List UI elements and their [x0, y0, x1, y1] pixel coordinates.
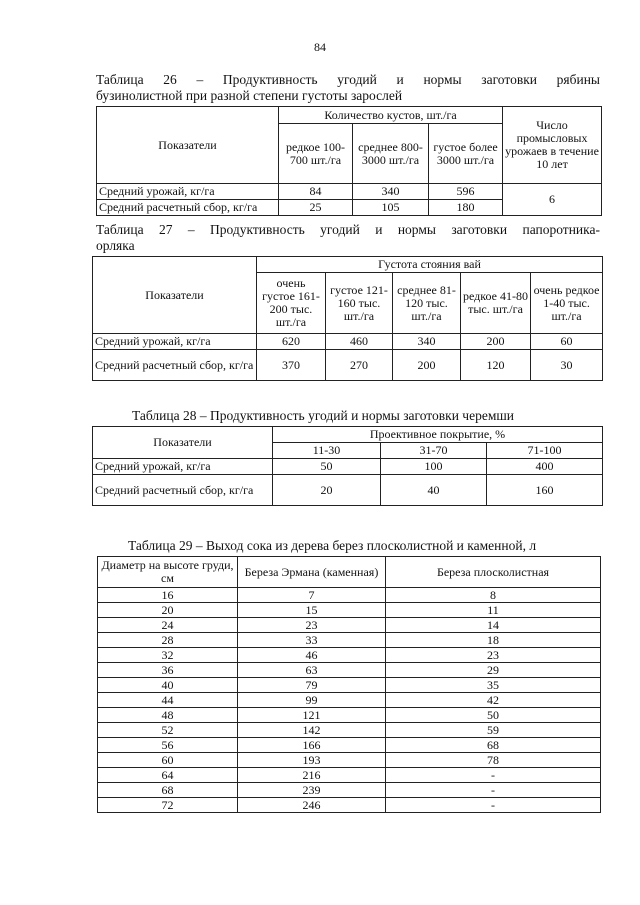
table27-col-header: очень редкое 1-40 тыс. шт./га	[531, 273, 603, 334]
table27-cell: 340	[393, 334, 461, 350]
table29-flatleaf-cell: 14	[386, 618, 601, 633]
table27-cell: 60	[531, 334, 603, 350]
table26	[96, 106, 602, 216]
table26-cell: 105	[353, 200, 429, 216]
table28-col-header: 71-100	[487, 443, 603, 459]
table29-diameter-cell: 64	[98, 768, 238, 783]
table27-cell: 30	[531, 350, 603, 381]
table28-row-label: Средний расчетный сбор, кг/га	[93, 475, 273, 506]
table28-cell: 20	[273, 475, 381, 506]
table29-erman-cell: 239	[238, 783, 386, 798]
table26-header-group: Количество кустов, шт./га	[279, 107, 503, 124]
table29-diameter-cell: 72	[98, 798, 238, 813]
table26-cell: 340	[353, 184, 429, 200]
table27-cell: 200	[461, 334, 531, 350]
table29-diameter-cell: 24	[98, 618, 238, 633]
table29-flatleaf-cell: -	[386, 768, 601, 783]
table29-diameter-cell: 36	[98, 663, 238, 678]
table27-row-label: Средний урожай, кг/га	[93, 334, 257, 350]
table29-flatleaf-cell: 8	[386, 588, 601, 603]
table27-col-header: среднее 81-120 тыс. шт./га	[393, 273, 461, 334]
table29-erman-cell: 63	[238, 663, 386, 678]
table26-caption-line1: Таблица 26 – Продуктивность угодий и нормы заготовки рябины	[96, 72, 600, 87]
table29-erman-cell: 79	[238, 678, 386, 693]
table28-cell: 400	[487, 459, 603, 475]
table27-col-header: густое 121-160 тыс. шт./га	[326, 273, 393, 334]
table29-flatleaf-cell: 59	[386, 723, 601, 738]
table29-row	[98, 783, 601, 798]
table29-flatleaf-cell: 68	[386, 738, 601, 753]
table29-row	[98, 588, 601, 603]
table29-diameter-cell: 52	[98, 723, 238, 738]
table27-header-group: Густота стояния вай	[257, 257, 603, 273]
table27	[92, 256, 603, 381]
table29-flatleaf-cell: 42	[386, 693, 601, 708]
table28-col-header: 11-30	[273, 443, 381, 459]
table29-erman-cell: 99	[238, 693, 386, 708]
table28-header-group: Проективное покрытие, %	[273, 427, 603, 443]
table29-diameter-cell: 68	[98, 783, 238, 798]
table29-row	[98, 738, 601, 753]
table26-yields-value: 6	[503, 184, 602, 216]
table29-row	[98, 798, 601, 813]
table29-row	[98, 603, 601, 618]
table29-header-diameter: Диаметр на высоте груди, см	[98, 557, 238, 588]
table27-row-label: Средний расчетный сбор, кг/га	[93, 350, 257, 381]
table29-flatleaf-cell: 29	[386, 663, 601, 678]
table29-erman-cell: 121	[238, 708, 386, 723]
table29-row	[98, 768, 601, 783]
table29-erman-cell: 246	[238, 798, 386, 813]
table29-erman-cell: 46	[238, 648, 386, 663]
table27-caption-line1: Таблица 27 – Продуктивность угодий и нормы заготовки папоротника-	[96, 222, 600, 237]
table29-row	[98, 648, 601, 663]
table26-caption-line2: бузинолистной при разной степени густоты зарослей	[96, 88, 403, 103]
table28-cell: 160	[487, 475, 603, 506]
table27-caption-line2: орляка	[96, 238, 135, 253]
table27-cell: 270	[326, 350, 393, 381]
table29-flatleaf-cell: 18	[386, 633, 601, 648]
table29-flatleaf-cell: 35	[386, 678, 601, 693]
table28-cell: 40	[381, 475, 487, 506]
table26-row-label: Средний урожай, кг/га	[97, 184, 279, 200]
page-number: 84	[314, 40, 326, 54]
table29-flatleaf-cell: 50	[386, 708, 601, 723]
table29-header-erman: Береза Эрмана (каменная)	[238, 557, 386, 588]
table27-cell: 200	[393, 350, 461, 381]
table29-erman-cell: 15	[238, 603, 386, 618]
table29-row	[98, 693, 601, 708]
table26-cell: 596	[429, 184, 503, 200]
table26-cell: 25	[279, 200, 353, 216]
table26-col-header: густое более 3000 шт./га	[429, 124, 503, 184]
table29-flatleaf-cell: -	[386, 798, 601, 813]
table29-diameter-cell: 32	[98, 648, 238, 663]
table29-header-flatleaf: Береза плосколистная	[386, 557, 601, 588]
table29-diameter-cell: 28	[98, 633, 238, 648]
table29-diameter-cell: 44	[98, 693, 238, 708]
table29	[97, 556, 601, 813]
table29-erman-cell: 142	[238, 723, 386, 738]
table26-col-header: редкое 100-700 шт./га	[279, 124, 353, 184]
table29-erman-cell: 33	[238, 633, 386, 648]
table29-erman-cell: 193	[238, 753, 386, 768]
table29-row	[98, 618, 601, 633]
table28	[92, 426, 603, 506]
table29-erman-cell: 7	[238, 588, 386, 603]
table29-row	[98, 678, 601, 693]
table29-row	[98, 753, 601, 768]
table27-cell: 370	[257, 350, 326, 381]
table29-diameter-cell: 48	[98, 708, 238, 723]
table27-cell: 620	[257, 334, 326, 350]
table29-diameter-cell: 56	[98, 738, 238, 753]
table28-cell: 100	[381, 459, 487, 475]
table28-row-label: Средний урожай, кг/га	[93, 459, 273, 475]
table27-col-header: очень густое 161-200 тыс. шт./га	[257, 273, 326, 334]
table29-flatleaf-cell: 78	[386, 753, 601, 768]
table29-erman-cell: 216	[238, 768, 386, 783]
table29-diameter-cell: 20	[98, 603, 238, 618]
table29-caption: Таблица 29 – Выход сока из дерева берез плосколистной и каменной, л	[128, 538, 537, 553]
table28-header-indicators: Показатели	[93, 427, 273, 459]
table26-cell: 84	[279, 184, 353, 200]
table29-diameter-cell: 60	[98, 753, 238, 768]
table28-cell: 50	[273, 459, 381, 475]
table29-row	[98, 633, 601, 648]
table26-row-label: Средний расчетный сбор, кг/га	[97, 200, 279, 216]
table26-cell: 180	[429, 200, 503, 216]
table29-flatleaf-cell: 11	[386, 603, 601, 618]
table29-erman-cell: 23	[238, 618, 386, 633]
table26-col-header: среднее 800-3000 шт./га	[353, 124, 429, 184]
table26-header-indicators: Показатели	[97, 107, 279, 184]
table28-col-header: 31-70	[381, 443, 487, 459]
table29-flatleaf-cell: 23	[386, 648, 601, 663]
table28-caption: Таблица 28 – Продуктивность угодий и нормы заготовки черемши	[132, 408, 514, 423]
table27-cell: 120	[461, 350, 531, 381]
table29-flatleaf-cell: -	[386, 783, 601, 798]
table27-cell: 460	[326, 334, 393, 350]
table29-row	[98, 723, 601, 738]
table29-diameter-cell: 16	[98, 588, 238, 603]
table29-diameter-cell: 40	[98, 678, 238, 693]
table27-col-header: редкое 41-80 тыс. шт./га	[461, 273, 531, 334]
table29-body	[98, 588, 601, 813]
table29-erman-cell: 166	[238, 738, 386, 753]
table26-header-yields: Число промысловых урожаев в течение 10 лет	[503, 107, 602, 184]
table27-header-indicators: Показатели	[93, 257, 257, 334]
table29-row	[98, 663, 601, 678]
table29-row	[98, 708, 601, 723]
